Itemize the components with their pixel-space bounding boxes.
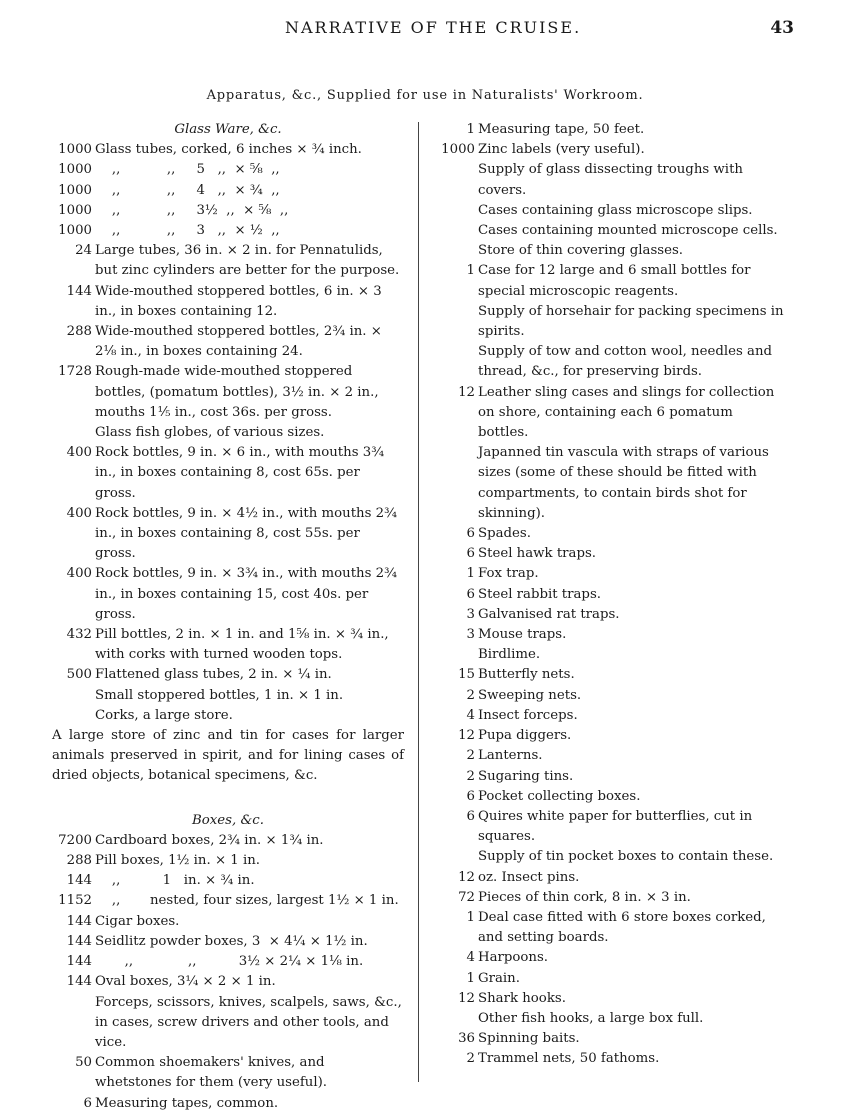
item-description: Rock bottles, 9 in. × 3¾ in., with mouths 2¾ in., in boxes containing 15, cost 40s. per gross.	[95, 566, 397, 622]
list-item	[435, 443, 785, 524]
item-quantity: 1	[466, 566, 475, 582]
item-quantity: 6	[83, 1095, 92, 1111]
list-item	[435, 746, 785, 766]
item-quantity: 1	[466, 122, 475, 137]
list-item	[435, 706, 785, 726]
item-description: ,, nested, four sizes, largest 1½ × 1 in.	[95, 893, 399, 909]
list-item	[435, 847, 785, 867]
item-description: Glass fish globes, of various sizes.	[95, 425, 325, 441]
item-description: Spades.	[478, 526, 531, 542]
list-item	[435, 383, 785, 444]
item-description: Seidlitz powder boxes, 3 × 4¼ × 1½ in.	[95, 933, 368, 949]
list-item	[52, 443, 404, 504]
list-item	[52, 952, 404, 972]
item-quantity: 6	[466, 546, 475, 562]
item-description: Rock bottles, 9 in. × 4½ in., with mouths 2¾ in., in boxes containing 8, cost 55s. per gross.	[95, 505, 397, 562]
item-description: Supply of glass dissecting troughs with covers.	[478, 162, 743, 198]
item-quantity: 72	[458, 889, 475, 905]
item-description: Large tubes, 36 in. × 2 in. for Pennatulids, but zinc cylinders are better for the purpose.	[95, 243, 400, 279]
item-description: Birdlime.	[478, 647, 541, 663]
list-item	[435, 585, 785, 605]
item-description: Spinning baits.	[478, 1031, 580, 1047]
item-description: Cases containing mounted microscope cells.	[478, 223, 778, 239]
item-quantity: 12	[458, 728, 475, 744]
item-quantity: 4	[466, 950, 475, 966]
item-description: Measuring tape, 50 feet.	[478, 122, 645, 137]
list-item	[435, 767, 785, 787]
item-quantity: 2	[466, 1051, 475, 1067]
item-description: Cigar boxes.	[95, 913, 180, 929]
item-quantity: 12	[458, 869, 475, 885]
zinc-store-paragraph: A large store of zinc and tin for cases for larger animals preserved in spirit, and for lining cases of dried objects, botanical specimens, &c.	[52, 728, 404, 784]
list-item	[435, 524, 785, 544]
item-quantity: 1000	[58, 162, 92, 178]
item-quantity: 144	[66, 954, 92, 970]
item-quantity: 6	[466, 526, 475, 542]
item-description: Trammel nets, 50 fathoms.	[478, 1051, 660, 1067]
left-column	[52, 120, 404, 1114]
list-item	[435, 665, 785, 685]
item-description: Glass tubes, corked, 6 inches × ¾ inch.	[95, 142, 362, 158]
item-quantity: 1	[466, 970, 475, 986]
item-quantity: 400	[66, 445, 92, 461]
glass-ware-list	[52, 140, 404, 726]
list-item	[435, 140, 785, 160]
item-quantity: 1000	[58, 202, 92, 218]
list-item	[435, 1029, 785, 1049]
item-quantity: 288	[66, 324, 92, 340]
section-gap	[52, 787, 404, 811]
item-description: Pill boxes, 1½ in. × 1 in.	[95, 853, 261, 869]
item-quantity: 144	[66, 873, 92, 889]
item-description: Harpoons.	[478, 950, 549, 966]
item-description: ,, ,, 3½ ,, × ⅝ ,,	[95, 202, 289, 218]
list-item	[435, 645, 785, 665]
item-quantity: 6	[466, 808, 475, 824]
item-quantity: 144	[66, 933, 92, 949]
list-item	[52, 891, 404, 911]
list-item	[52, 972, 404, 992]
list-item	[52, 282, 404, 322]
item-quantity: 12	[458, 990, 475, 1006]
item-description: Galvanised rat traps.	[478, 606, 620, 622]
item-description: Wide-mouthed stoppered bottles, 6 in. × 3 in., in boxes containing 12.	[95, 283, 382, 319]
item-description: Common shoemakers' knives, and whetstones for them (very useful).	[95, 1055, 328, 1091]
item-quantity: 400	[66, 566, 92, 582]
item-description: Cases containing glass microscope slips.	[478, 202, 753, 218]
list-item	[435, 686, 785, 706]
item-description: Mouse traps.	[478, 627, 567, 643]
item-quantity: 400	[66, 505, 92, 521]
item-description: Leather sling cases and slings for collection on shore, containing each 6 pomatum bottles.	[478, 384, 775, 441]
glass-ware-heading: Glass Ware, &c.	[174, 122, 282, 137]
item-description: Shark hooks.	[478, 990, 566, 1006]
list-item	[435, 241, 785, 261]
right-items-list	[435, 120, 785, 1070]
list-item	[52, 201, 404, 221]
item-description: Wide-mouthed stoppered bottles, 2¾ in. × 2⅛ in., in boxes containing 24.	[95, 324, 382, 360]
list-item	[435, 1049, 785, 1069]
list-item	[52, 564, 404, 625]
item-quantity: 432	[66, 627, 92, 643]
list-item	[435, 605, 785, 625]
item-quantity: 2	[466, 748, 475, 764]
item-quantity: 144	[66, 283, 92, 299]
list-item	[435, 989, 785, 1009]
list-item	[435, 787, 785, 807]
item-quantity: 1	[466, 263, 475, 279]
item-description: Pocket collecting boxes.	[478, 788, 641, 804]
running-head	[0, 18, 850, 42]
list-item	[52, 181, 404, 201]
page-number: 43	[770, 18, 794, 38]
item-description: Quires white paper for butterflies, cut in squares.	[478, 808, 753, 845]
item-quantity: 144	[66, 974, 92, 990]
list-item	[52, 932, 404, 952]
list-item	[435, 625, 785, 645]
list-item	[52, 1094, 404, 1114]
list-item	[435, 302, 785, 342]
item-description: Measuring tapes, common.	[95, 1095, 279, 1111]
item-description: Insect forceps.	[478, 707, 578, 723]
item-description: ,, 1 in. × ¾ in.	[95, 873, 255, 889]
list-item	[435, 221, 785, 241]
item-quantity: 3	[466, 606, 475, 622]
item-description: Sweeping nets.	[478, 687, 582, 703]
list-item	[435, 342, 785, 382]
item-quantity: 36	[458, 1031, 475, 1047]
item-quantity: 288	[66, 853, 92, 869]
item-description: ,, ,, 3½ × 2¼ × 1⅛ in.	[95, 954, 364, 970]
item-description: Steel rabbit traps.	[478, 586, 601, 602]
list-item	[52, 912, 404, 932]
item-quantity: 1152	[58, 893, 92, 909]
item-description: Rough-made wide-mouthed stoppered bottles, (pomatum bottles), 3½ in. × 2 in., mouths 1⅕ in., cost 36s. per gross.	[95, 364, 379, 420]
list-item	[435, 160, 785, 200]
item-description: Store of thin covering glasses.	[478, 243, 684, 259]
item-quantity: 2	[466, 687, 475, 703]
section-title: Apparatus, &c., Supplied for use in Naturalists' Workroom.	[206, 88, 644, 103]
list-item	[52, 871, 404, 891]
list-item	[52, 241, 404, 281]
item-quantity: 24	[75, 243, 92, 259]
list-item	[435, 201, 785, 221]
item-description: Case for 12 large and 6 small bottles for special microscopic reagents.	[478, 263, 751, 299]
item-quantity: 1000	[58, 182, 92, 198]
item-description: ,, ,, 5 ,, × ⅝ ,,	[95, 162, 280, 178]
item-quantity: 1000	[58, 223, 92, 238]
list-item	[435, 948, 785, 968]
boxes-list	[52, 831, 404, 1114]
item-quantity: 7200	[58, 832, 92, 848]
item-description: Grain.	[478, 970, 520, 986]
list-item	[52, 221, 404, 241]
list-item	[52, 831, 404, 851]
item-description: Other fish hooks, a large box full.	[478, 1010, 704, 1026]
item-description: Zinc labels (very useful).	[478, 142, 645, 158]
item-quantity: 500	[66, 667, 92, 683]
item-description: ,, ,, 3 ,, × ½ ,,	[95, 223, 280, 238]
item-description: Small stoppered bottles, 1 in. × 1 in.	[95, 687, 344, 703]
item-quantity: 2	[466, 768, 475, 784]
item-description: Forceps, scissors, knives, scalpels, saws, &c., in cases, screw drivers and other tools, and vice.	[95, 994, 402, 1050]
list-item	[52, 665, 404, 685]
item-description: Deal case fitted with 6 store boxes corked, and setting boards.	[478, 909, 766, 946]
item-description: Pieces of thin cork, 8 in. × 3 in.	[478, 889, 691, 905]
item-quantity: 6	[466, 586, 475, 602]
list-item	[435, 1009, 785, 1029]
list-item	[52, 625, 404, 665]
item-description: Supply of tin pocket boxes to contain these.	[478, 849, 774, 865]
item-quantity: 144	[66, 913, 92, 929]
running-head-title: NARRATIVE OF THE CRUISE.	[285, 18, 582, 37]
item-quantity: 1	[466, 909, 475, 925]
list-item	[435, 868, 785, 888]
list-item	[52, 322, 404, 362]
boxes-heading: Boxes, &c.	[192, 812, 264, 828]
list-item	[435, 969, 785, 989]
list-item	[52, 706, 404, 726]
item-description: Oval boxes, 3¼ × 2 × 1 in.	[95, 974, 276, 990]
list-item	[435, 544, 785, 564]
list-item	[52, 851, 404, 871]
item-description: Supply of horsehair for packing specimens in spirits.	[478, 303, 784, 340]
list-item	[435, 726, 785, 746]
item-description: oz. Insect pins.	[478, 869, 580, 885]
right-column	[435, 120, 785, 1070]
list-item	[435, 807, 785, 847]
item-description: Flattened glass tubes, 2 in. × ¼ in.	[95, 667, 332, 683]
item-description: Cardboard boxes, 2¾ in. × 1¾ in.	[95, 832, 324, 848]
item-description: Rock bottles, 9 in. × 6 in., with mouths 3¾ in., in boxes containing 8, cost 65s. per gross.	[95, 445, 385, 501]
item-description: Fox trap.	[478, 566, 539, 582]
list-item	[435, 888, 785, 908]
item-quantity: 1728	[58, 364, 92, 380]
item-quantity: 4	[466, 707, 475, 723]
item-quantity: 12	[458, 384, 475, 400]
list-item	[52, 686, 404, 706]
list-item	[52, 1053, 404, 1093]
list-item	[52, 993, 404, 1054]
item-description: Pill bottles, 2 in. × 1 in. and 1⅝ in. × ¾ in., with corks with turned wooden tops.	[95, 627, 389, 663]
item-quantity: 1000	[58, 142, 92, 158]
item-quantity: 3	[466, 627, 475, 643]
item-quantity: 50	[75, 1055, 92, 1071]
item-description: Japanned tin vascula with straps of various sizes (some of these should be fitted with compartments, to contain birds shot for skinning).	[478, 445, 769, 521]
list-item	[52, 504, 404, 565]
item-description: Pupa diggers.	[478, 728, 572, 744]
item-quantity: 1000	[441, 142, 475, 158]
list-item	[52, 140, 404, 160]
item-description: Corks, a large store.	[95, 707, 233, 723]
item-description: Steel hawk traps.	[478, 546, 597, 562]
list-item	[435, 120, 785, 140]
item-quantity: 15	[458, 667, 475, 683]
list-item	[435, 564, 785, 584]
list-item	[52, 160, 404, 180]
item-description: Butterfly nets.	[478, 667, 575, 683]
item-quantity: 6	[466, 788, 475, 804]
list-item	[435, 908, 785, 948]
list-item	[435, 261, 785, 301]
list-item	[52, 362, 404, 423]
column-divider	[418, 122, 419, 1082]
item-description: Supply of tow and cotton wool, needles and thread, &c., for preserving birds.	[478, 344, 773, 380]
item-description: ,, ,, 4 ,, × ¾ ,,	[95, 182, 280, 198]
list-item	[52, 423, 404, 443]
item-description: Lanterns.	[478, 748, 543, 764]
item-description: Sugaring tins.	[478, 768, 574, 784]
